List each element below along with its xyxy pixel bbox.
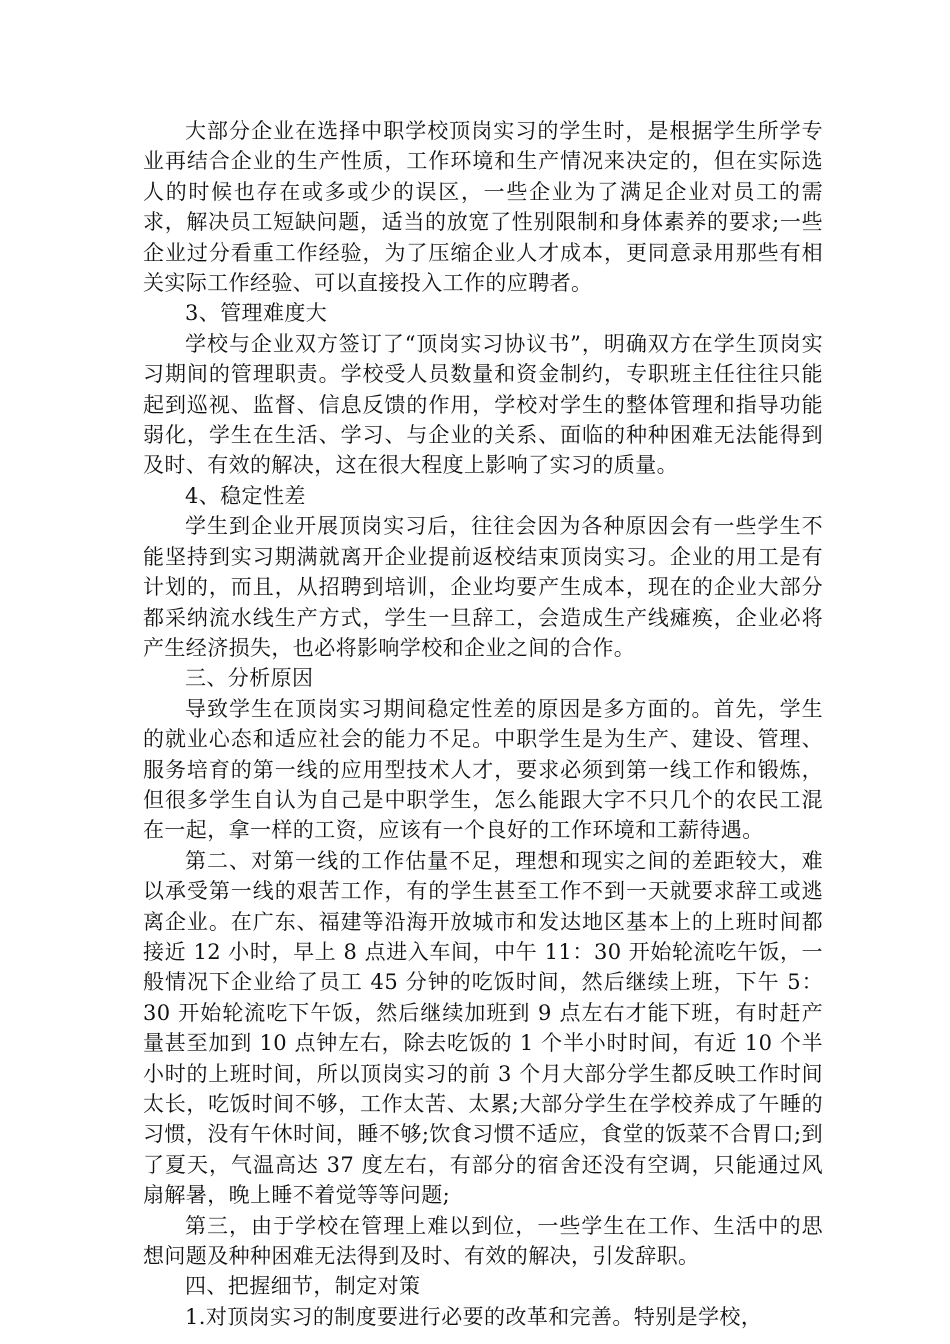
heading-analysis-reasons: 三、分析原因 [185, 666, 314, 691]
heading-countermeasures: 四、把握细节，制定对策 [185, 1274, 421, 1299]
heading-poor-stability: 4、稳定性差 [185, 483, 306, 508]
paragraph-poor-stability: 学生到企业开展顶岗实习后，往往会因为各种原因会有一些学生不能坚持到实习期满就离开企业提前返校结束顶岗实习。企业的用工是有计划的，而且，从招聘到培训，企业均要产生成本，现在的企业大部分都采纳流水线生产方式，学生一旦辞工，会造成生产线瘫痪，企业必将产生经济损失，也必将影响学校和企业之间的合作。 [143, 514, 823, 660]
paragraph-reason-second: 第二、对第一线的工作估量不足，理想和现实之间的差距较大，难以承受第一线的艰苦工作，有的学生甚至工作不到一天就要求辞工或逃离企业。在广东、福建等沿海开放城市和发达地区基本上的上班时间都接近 12 小时，早上 8 点进入车间，中午 11：30 开始轮流吃午饭，一般情况下企业给了员工 45 分钟的吃饭时间，然后继续上班，下午 5：30 开始轮流吃下午饭，然后继续加班到 9 点左右才能下班，有时赶产量甚至加到 10 点钟左右，除去吃饭的 1 个半小时时间，有近 10 个半小时的上班时间，所以顶岗实习的前 3 个月大部分学生都反映工作时间太长，吃饭时间不够，工作太苦、太累;大部分学生在学校养成了午睡的习惯，没有午休时间，睡不够;饮食习惯不适应，食堂的饭菜不合胃口;到了夏天，气温高达 37 度左右，有部分的宿舍还没有空调，只能通过风扇解暑，晚上睡不着觉等等问题; [143, 848, 823, 1208]
document-body [143, 116, 823, 1332]
heading-management-difficulty: 3、管理难度大 [185, 301, 328, 326]
paragraph-reason-third: 第三，由于学校在管理上难以到位，一些学生在工作、生活中的思想问题及种种困难无法得到及时、有效的解决，引发辞职。 [143, 1213, 823, 1269]
paragraph-countermeasure-1: 1.对顶岗实习的制度要进行必要的改革和完善。特别是学校， [185, 1304, 763, 1329]
paragraph-management-difficulty: 学校与企业双方签订了“顶岗实习协议书”，明确双方在学生顶岗实习期间的管理职责。学校受人员数量和资金制约，专职班主任往往只能起到巡视、监督、信息反馈的作用，学校对学生的整体管理和指导功能弱化，学生在生活、学习、与企业的关系、面临的种种困难无法能得到及时、有效的解决，这在很大程度上影响了实习的质量。 [143, 331, 823, 478]
paragraph-enterprise-selection: 大部分企业在选择中职学校顶岗实习的学生时，是根据学生所学专业再结合企业的生产性质，工作环境和生产情况来决定的，但在实际选人的时候也存在或多或少的误区，一些企业为了满足企业对员工的需求，解决员工短缺问题，适当的放宽了性别限制和身体素养的要求;一些企业过分看重工作经验，为了压缩企业人才成本，更同意录用那些有相关实际工作经验、可以直接投入工作的应聘者。 [143, 119, 823, 296]
paragraph-reason-first: 导致学生在顶岗实习期间稳定性差的原因是多方面的。首先，学生的就业心态和适应社会的能力不足。中职学生是为生产、建设、管理、服务培育的第一线的应用型技术人才，要求必须到第一线工作和锻炼，但很多学生自认为自己是中职学生，怎么能跟大字不只几个的农民工混在一起，拿一样的工资，应该有一个良好的工作环境和工薪待遇。 [143, 696, 823, 843]
